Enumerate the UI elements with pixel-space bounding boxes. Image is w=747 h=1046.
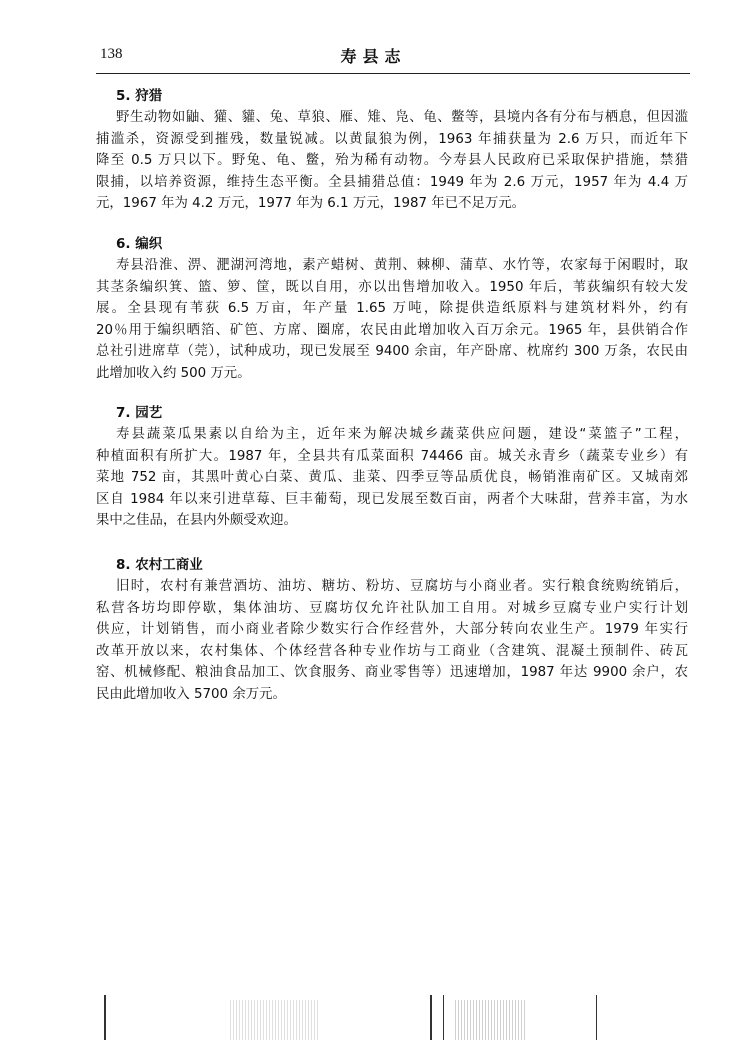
paragraph-line: 展。全县现有苇荻 6.5 万亩，年产量 1.65 万吨，除提供造纸原料与建筑材料外，约有 [96, 301, 688, 317]
paragraph-line: 菜地 752 亩，其黑叶黄心白菜、黄瓜、韭菜、四季豆等品质优良，畅销淮南矿区。又城南郊 [96, 470, 688, 486]
section [96, 233, 688, 385]
scan-artifact [596, 995, 597, 1040]
paragraph-line: 野生动物如鼬、獾、貛、兔、草狼、雁、雉、凫、龟、鳖等，县境内各有分布与栖息，但因滥 [116, 110, 688, 125]
section-heading: 8. 农村工商业 [116, 557, 203, 573]
paragraph-line: 寿县蔬菜瓜果素以自给为主，近年来为解决城乡蔬菜供应问题，建设“菜篮子”工程， [116, 427, 688, 442]
section-heading: 7. 园艺 [116, 405, 163, 421]
paragraph-line: 区自 1984 年以来引进草莓、巨丰葡萄，现已发展至数百亩，两者个大味甜，营养丰富，为水 [96, 491, 688, 507]
paragraph-line: 供应，计划销售，而小商业者除少数实行合作经营外，大部分转向农业生产。1979 年实行 [96, 622, 688, 638]
section-heading: 6. 编织 [116, 236, 163, 252]
scan-noise [455, 1000, 525, 1040]
paragraph-line: 民由此增加收入 5700 余万元。 [96, 686, 286, 702]
scan-artifact [104, 995, 106, 1040]
paragraph-line: 寿县沿淮、淠、淝湖河湾地，素产蜡树、黄荆、棘柳、蒲草、水竹等，农家每于闲暇时，取 [116, 258, 688, 273]
header-rule [96, 73, 690, 74]
scan-artifact [430, 995, 432, 1040]
paragraph-line: 20％用于编织晒箔、矿笆、方席、圈席，农民由此增加收入百万余元。1965 年，县供销合作 [96, 322, 688, 338]
section [96, 402, 688, 532]
paragraph-line: 此增加收入约 500 万元。 [96, 365, 251, 381]
paragraph-line: 旧时，农村有兼营酒坊、油坊、糖坊、粉坊、豆腐坊与小商业者。实行粮食统购统销后， [116, 579, 688, 594]
paragraph-line: 限捕，以培养资源，维持生态平衡。全县捕猎总值：1949 年为 2.6 万元，1957 年为 4.4 万 [96, 174, 688, 190]
paragraph-line: 果中之佳品，在县内外颇受欢迎。 [96, 513, 297, 529]
page-number: 138 [100, 46, 123, 62]
scan-noise [230, 1000, 320, 1040]
paragraph-line: 总社引进席草（莞），试种成功，现已发展至 9400 余亩，年产卧席、枕席约 300 万条，农民由 [96, 344, 688, 360]
paragraph-line: 捕滥杀，资源受到摧残，数量锐减。以黄鼠狼为例，1963 年捕获量为 2.6 万只，而近年下 [96, 131, 688, 147]
scan-artifact [443, 995, 444, 1040]
section [96, 85, 688, 215]
paragraph-line: 私营各坊均即停歇，集体油坊、豆腐坊仅允许社队加工自用。对城乡豆腐专业户实行计划 [96, 600, 688, 616]
paragraph-line: 窑、机械修配、粮油食品加工、饮食服务、商业零售等）迅速增加，1987 年达 9900 余户，农 [96, 665, 688, 681]
paragraph-line: 降至 0.5 万只以下。野兔、龟、鳖，殆为稀有动物。今寿县人民政府已采取保护措施，禁猎 [96, 153, 688, 169]
section [96, 554, 688, 706]
paragraph-line: 改革开放以来，农村集体、个体经营各种专业作坊与工商业（含建筑、混凝土预制件、砖瓦 [96, 643, 688, 659]
paragraph-line: 其茎条编织箕、篮、箩、筐，既以自用，亦以出售增加收入。1950 年后，苇荻编织有较大发 [96, 279, 688, 295]
paragraph-line: 种植面积有所扩大。1987 年，全县共有瓜菜面积 74466 亩。城关永青乡（蔬菜专业乡）有 [96, 448, 688, 464]
running-title: 寿县志 [340, 47, 407, 66]
section-heading: 5. 狩猎 [116, 88, 163, 104]
paragraph-line: 元，1967 年为 4.2 万元，1977 年为 6.1 万元，1987 年已不足万元。 [96, 196, 526, 212]
